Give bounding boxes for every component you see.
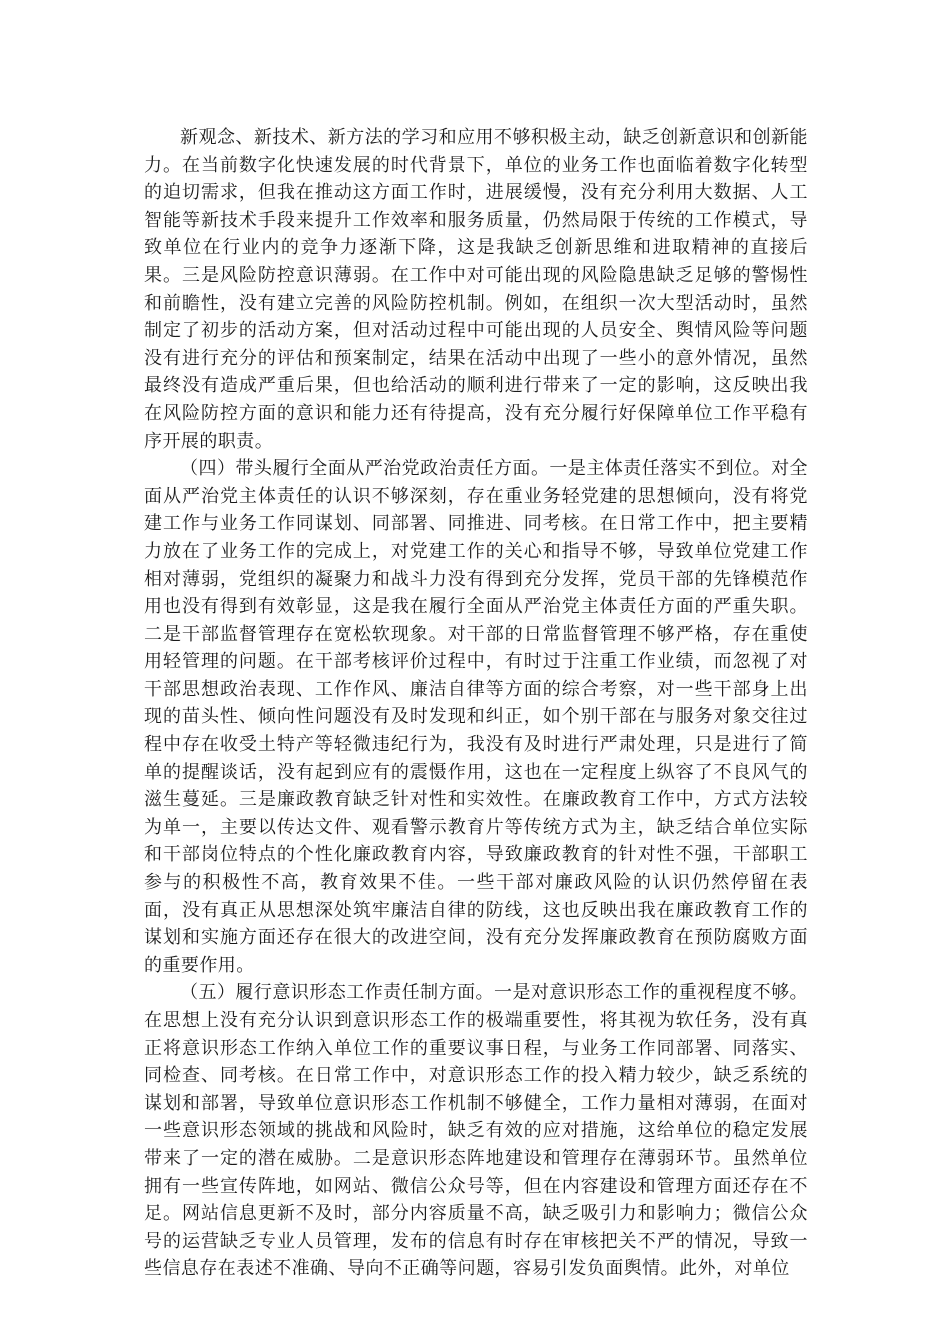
- paragraph-innovation-risk: 新观念、新技术、新方法的学习和应用不够积极主动，缺乏创新意识和创新能力。在当前数字化快速发展的时代背景下，单位的业务工作也面临着数字化转型的迫切需求，但我在推动这方面工作时，进展缓慢，没有充分利用大数据、人工智能等新技术手段来提升工作效率和服务质量，仍然局限于传统的工作模式，导致单位在行业内的竞争力逐渐下降，这是我缺乏创新思维和进取精神的直接后果。三是风险防控意识薄弱。在工作中对可能出现的风险隐患缺乏足够的警惕性和前瞻性，没有建立完善的风险防控机制。例如，在组织一次大型活动时，虽然制定了初步的活动方案，但对活动过程中可能出现的人员安全、舆情风险等问题没有进行充分的评估和预案制定，结果在活动中出现了一些小的意外情况，虽然最终没有造成严重后果，但也给活动的顺利进行带来了一定的影响，这反映出我在风险防控方面的意识和能力还有待提高，没有充分履行好保障单位工作平稳有序开展的职责。: [144, 127, 808, 452]
- document-body: [144, 124, 808, 1283]
- paragraph-party-governance: （四）带头履行全面从严治党政治责任方面。一是主体责任落实不到位。对全面从严治党主体责任的认识不够深刻，存在重业务轻党建的思想倾向，没有将党建工作与业务工作同谋划、同部署、同推进、同考核。在日常工作中，把主要精力放在了业务工作的完成上，对党建工作的关心和指导不够，导致单位党建工作相对薄弱，党组织的凝聚力和战斗力没有得到充分发挥，党员干部的先锋模范作用也没有得到有效彰显，这是我在履行全面从严治党主体责任方面的严重失职。二是干部监督管理存在宽松软现象。对干部的日常监督管理不够严格，存在重使用轻管理的问题。在干部考核评价过程中，有时过于注重工作业绩，而忽视了对干部思想政治表现、工作作风、廉洁自律等方面的综合考察，对一些干部身上出现的苗头性、倾向性问题没有及时发现和纠正，如个别干部在与服务对象交往过程中存在收受土特产等轻微违纪行为，我没有及时进行严肃处理，只是进行了简单的提醒谈话，没有起到应有的震慑作用，这也在一定程度上纵容了不良风气的滋生蔓延。三是廉政教育缺乏针对性和实效性。在廉政教育工作中，方式方法较为单一，主要以传达文件、观看警示教育片等传统方式为主，缺乏结合单位实际和干部岗位特点的个性化廉政教育内容，导致廉政教育的针对性不强，干部职工参与的积极性不高，教育效果不佳。一些干部对廉政风险的认识仍然停留在表面，没有真正从思想深处筑牢廉洁自律的防线，这也反映出我在廉政教育工作的谋划和实施方面还存在很大的改进空间，没有充分发挥廉政教育在预防腐败方面的重要作用。: [144, 458, 808, 976]
- paragraph-ideology-work: （五）履行意识形态工作责任制方面。一是对意识形态工作的重视程度不够。在思想上没有充分认识到意识形态工作的极端重要性，将其视为软任务，没有真正将意识形态工作纳入单位工作的重要议事日程，与业务工作同部署、同落实、同检查、同考核。在日常工作中，对意识形态工作的投入精力较少，缺乏系统的谋划和部署，导致单位意识形态工作机制不够健全，工作力量相对薄弱，在面对一些意识形态领域的挑战和风险时，缺乏有效的应对措施，这给单位的稳定发展带来了一定的潜在威胁。二是意识形态阵地建设和管理存在薄弱环节。虽然单位拥有一些宣传阵地，如网站、微信公众号等，但在内容建设和管理方面还存在不足。网站信息更新不及时，部分内容质量不高，缺乏吸引力和影响力；微信公众号的运营缺乏专业人员管理，发布的信息有时存在审核把关不严的情况，导致一些信息存在表述不准确、导向不正确等问题，容易引发负面舆情。此外，对单位: [144, 982, 808, 1280]
